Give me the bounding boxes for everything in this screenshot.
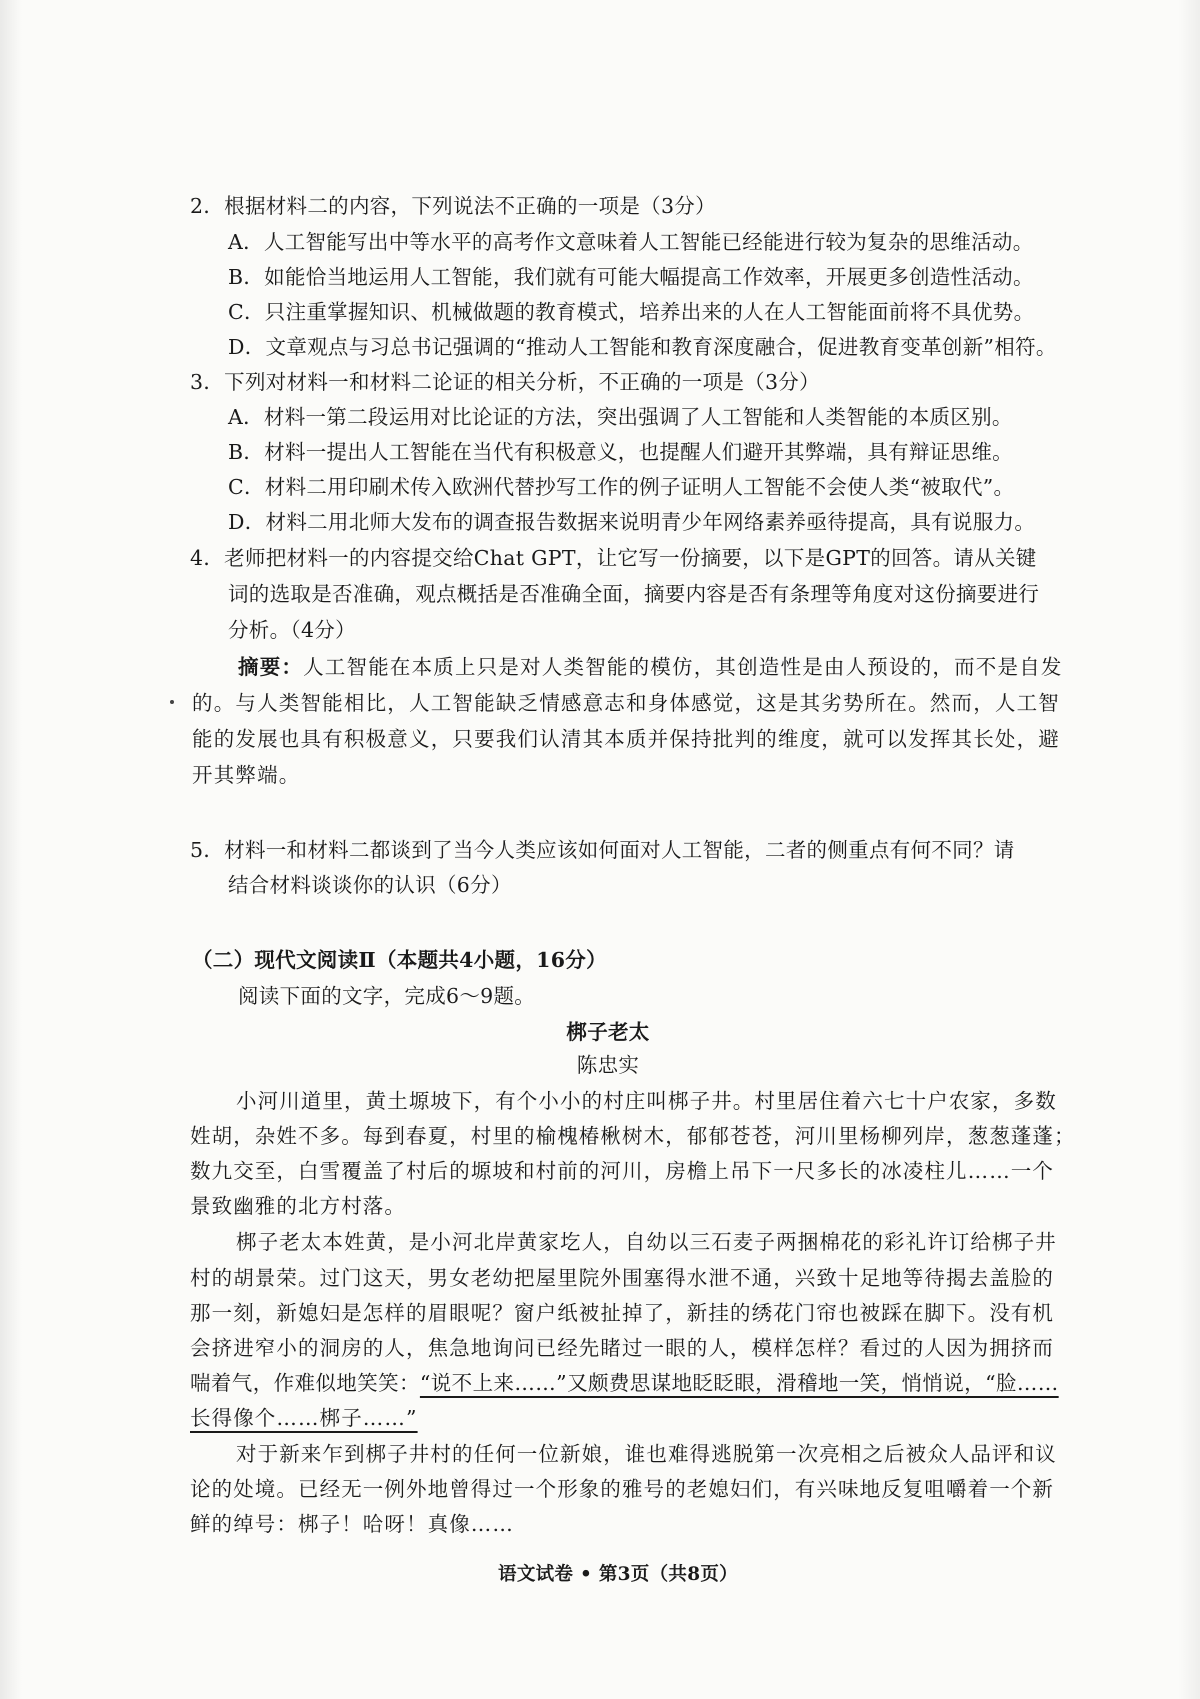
story-p3-line-3: 鲜的绰号：梆子！哈呀！真像…… — [190, 1512, 514, 1536]
section-2-instruction: 阅读下面的文字，完成6～9题。 — [238, 984, 536, 1008]
story-p2-line-6-underlined: 长得像个……梆子……” — [190, 1406, 418, 1430]
q3-option-b: B．材料一提出人工智能在当代有积极意义，也提醒人们避开其弊端，具有辩证思维。 — [228, 440, 1013, 464]
q5-stem-line-2: 结合材料谈谈你的认识（6分） — [228, 873, 512, 897]
scan-edge-left — [0, 0, 22, 1699]
story-p1-line-1: 小河川道里，黄土塬坡下，有个小小的村庄叫梆子井。村里居住着六七十户农家，多数 — [236, 1089, 1057, 1113]
q4-summary-line-3: 能的发展也具有积极意义，只要我们认清其本质并保持批判的维度，就可以发挥其长处，避 — [192, 727, 1060, 751]
story-p2-line-5-underlined: “说不上来……”又颇费思谋地眨眨眼，滑稽地一笑，悄悄说，“脸…… — [419, 1371, 1059, 1395]
q4-stem-line-2: 词的选取是否准确，观点概括是否准确全面，摘要内容是否有条理等角度对这份摘要进行 — [228, 582, 1040, 606]
q4-summary-text-1: 人工智能在本质上只是对人类智能的模仿，其创造性是由人预设的，而不是自发 — [303, 655, 1063, 679]
page-footer: 语文试卷 • 第3页（共8页） — [498, 1564, 738, 1585]
q3-option-a: A．材料一第二段运用对比论证的方法，突出强调了人工智能和人类智能的本质区别。 — [228, 405, 1013, 429]
q2-option-b: B．如能恰当地运用人工智能，我们就有可能大幅提高工作效率，开展更多创造性活动。 — [228, 265, 1034, 289]
q4-stem-line-3: 分析。（4分） — [228, 618, 356, 642]
story-p2-line-4: 会挤进窄小的洞房的人，焦急地询问已经先睹过一眼的人，模样怎样？看过的人因为拥挤而 — [190, 1336, 1054, 1360]
q4-summary-line-4: 开其弊端。 — [192, 763, 301, 787]
q2-option-d: D．文章观点与习总书记强调的“推动人工智能和教育深度融合，促进教育变革创新”相符。 — [228, 335, 1057, 359]
q3-option-c: C．材料二用印刷术传入欧洲代替抄写工作的例子证明人工智能不会使人类“被取代”。 — [228, 475, 1015, 499]
story-title: 梆子老太 — [566, 1020, 650, 1044]
q5-stem-line-1: 5．材料一和材料二都谈到了当今人类应该如何面对人工智能，二者的侧重点有何不同？请 — [190, 838, 1015, 862]
story-p1-line-4: 景致幽雅的北方村落。 — [190, 1194, 406, 1218]
story-p2-line-5-plain: 喘着气，作难似地笑笑： — [190, 1371, 420, 1395]
q2-stem: 2．根据材料二的内容，下列说法不正确的一项是（3分） — [190, 194, 716, 218]
story-p2-line-5 — [190, 1369, 1059, 1397]
q3-option-d: D．材料二用北师大发布的调查报告数据来说明青少年网络素养亟待提高，具有说服力。 — [228, 510, 1036, 534]
story-p2-line-6 — [190, 1404, 418, 1432]
story-p1-line-3: 数九交至，白雪覆盖了村后的塬坡和村前的河川，房檐上吊下一尺多长的冰凌柱儿……一个 — [190, 1159, 1054, 1183]
q4-stem-line-1: 4．老师把材料一的内容提交给Chat GPT，让它写一份摘要，以下是GPT的回答。请从关键 — [190, 546, 1037, 570]
q3-stem: 3．下列对材料一和材料二论证的相关分析，不正确的一项是（3分） — [190, 370, 820, 394]
q2-option-a: A．人工智能写出中等水平的高考作文意味着人工智能已经能进行较为复杂的思维活动。 — [228, 230, 1034, 254]
q4-summary-label: 摘要： — [238, 655, 304, 679]
q4-summary-line-1 — [238, 653, 1063, 681]
story-p2-line-3: 那一刻，新媳妇是怎样的眉眼呢？窗户纸被扯掉了，新挂的绣花门帘也被踩在脚下。没有机 — [190, 1301, 1054, 1325]
story-p3-line-2: 论的处境。已经无一例外地曾得过一个形象的雅号的老媳妇们，有兴味地反复咀嚼着一个新 — [190, 1477, 1054, 1501]
q2-option-c: C．只注重掌握知识、机械做题的教育模式，培养出来的人在人工智能面前将不具优势。 — [228, 300, 1035, 324]
story-p2-line-2: 村的胡景荣。过门这天，男女老幼把屋里院外围塞得水泄不通，兴致十足地等待揭去盖脸的 — [190, 1266, 1054, 1290]
section-2-heading: （二）现代文阅读Ⅱ（本题共4小题，16分） — [192, 948, 607, 972]
q4-summary-line-2: 的。与人类智能相比，人工智能缺乏情感意志和身体感觉，这是其劣势所在。然而，人工智 — [192, 691, 1060, 715]
scan-edge-right — [1178, 0, 1200, 1699]
story-p3-line-1: 对于新来乍到梆子井村的任何一位新娘，谁也难得逃脱第一次亮相之后被众人品评和议 — [236, 1442, 1057, 1466]
scan-speck — [170, 700, 174, 704]
story-author: 陈忠实 — [576, 1053, 640, 1077]
story-p2-line-1: 梆子老太本姓黄，是小河北岸黄家圪人，自幼以三石麦子两捆棉花的彩礼许订给梆子井 — [236, 1230, 1057, 1254]
story-p1-line-2: 姓胡，杂姓不多。每到春夏，村里的榆槐椿楸树木，郁郁苍苍，河川里杨柳列岸，葱葱蓬蓬； — [190, 1124, 1076, 1148]
